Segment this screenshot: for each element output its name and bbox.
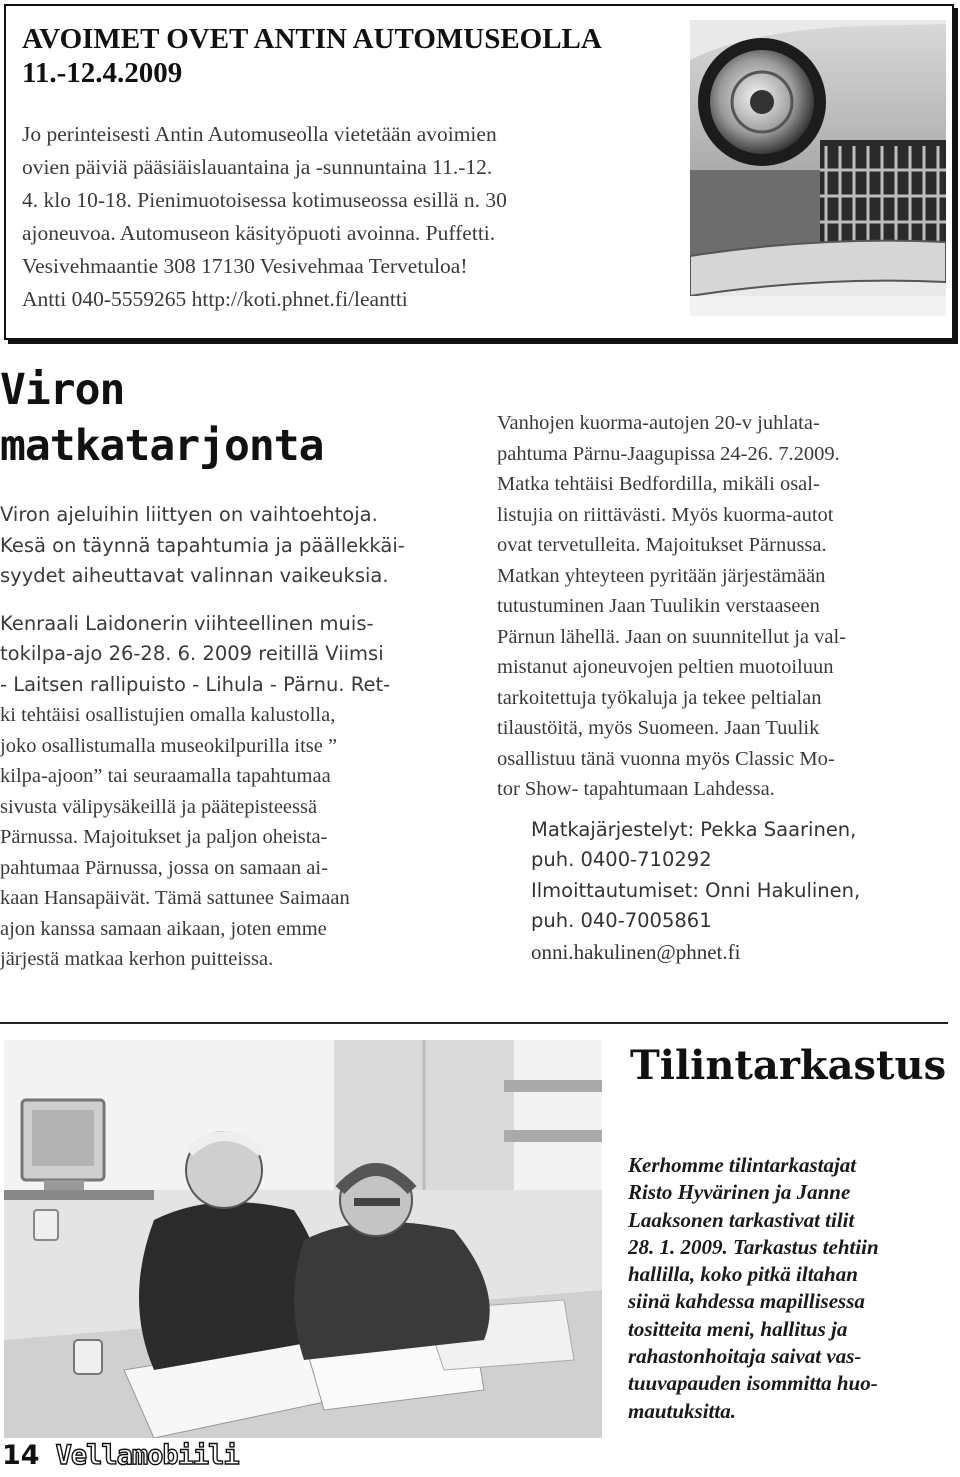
viron-rally-paragraph (0, 609, 470, 975)
contact-email: onni.hakulinen@phnet.fi (531, 939, 741, 964)
caption-line: tositteita meni, hallitus ja (628, 1316, 848, 1341)
text-line: kaan Hansapäivät. Tämä sattunee Saimaan (0, 887, 350, 909)
caption-line: Risto Hyvärinen ja Janne (628, 1180, 851, 1205)
text-line: tarkoitettuja työkaluja ja tekee peltialan (497, 686, 822, 709)
viron-left-column (0, 500, 470, 975)
text-line: pahtumaa Pärnussa, jossa on samaan ai- (0, 856, 328, 879)
page-footer (2, 1440, 239, 1471)
ad-line: Antti 040-5559265 http://koti.phnet.fi/leantti (22, 287, 408, 311)
ad-body (22, 118, 672, 316)
text-line: mistanut ajoneuvojen peltien muotoiluun (497, 656, 834, 678)
auditors-photo (4, 1040, 602, 1438)
text-line: Pärnun lähellä. Jaan on suunnitellut ja val- (497, 625, 846, 648)
text-line: - Laitsen rallipuisto - Lihula - Pärnu. Ret- (0, 672, 391, 696)
text-line: ovat tervetulleita. Majoitukset Pärnussa. (497, 534, 827, 556)
text-line: Vanhojen kuorma-autojen 20-v juhlata- (497, 412, 820, 434)
photo-caption (628, 1152, 948, 1425)
caption-line: 28. 1. 2009. Tarkastus tehtiin (628, 1234, 879, 1259)
text-line: pahtuma Pärnu-Jaagupissa 24-26. 7.2009. (497, 442, 840, 465)
viron-title-line: matkatarjonta (0, 421, 324, 471)
text-line: Viron ajeluihin liittyen on vaihtoehtoja. (0, 503, 378, 526)
viron-title-line: Viron (0, 365, 125, 415)
contact-line: puh. 040-7005861 (531, 909, 712, 932)
text-line: kilpa-ajoon” tai seuraamalla tapahtumaa (0, 765, 331, 787)
viron-right-column (497, 408, 959, 967)
text-line: tor Show- tapahtumaan Lahdessa. (497, 778, 775, 800)
caption-line: tuuvapauden isommitta huo- (628, 1371, 878, 1396)
caption-line: hallilla, koko pitkä iltahan (628, 1262, 858, 1287)
text-line: järjestä matkaa kerhon puitteissa. (0, 948, 274, 970)
text-line: Kenraali Laidonerin viihteellinen muis- (0, 611, 374, 635)
contact-line: Ilmoittautumiset: Onni Hakulinen, (531, 878, 861, 902)
ad-line: Vesivehmaantie 308 17130 Vesivehmaa Tervetuloa! (22, 254, 468, 278)
text-line: Matka tehtäisi Bedfordilla, mikäli osal- (497, 473, 820, 495)
text-line: tutustuminen Jaan Tuulikin verstaaseen (497, 595, 820, 617)
page-number: 14 (2, 1440, 40, 1471)
text-line: Kesä on täynnä tapahtumia ja päällekkäi- (0, 533, 405, 557)
viron-intro (0, 500, 470, 592)
caption-line: Kerhomme tilintarkastajat (628, 1153, 857, 1177)
car-photo (690, 20, 946, 316)
text-line: joko osallistumalla museokilpurilla itse ” (0, 734, 338, 757)
text-line: sivusta välipysäkeillä ja päätepisteessä (0, 795, 318, 818)
text-line: osallistuu tänä vuonna myös Classic Mo- (497, 747, 835, 770)
text-line: syydet aiheuttavat valinnan vaikeuksia. (0, 564, 389, 587)
ad-line: ovien päiviä pääsiäislauantaina ja -sunnuntaina 11.-12. (22, 155, 493, 179)
caption-line: siinä kahdessa mapillisessa (628, 1289, 865, 1314)
text-line: tilaustöitä, myös Suomeen. Jaan Tuulik (497, 717, 820, 739)
text-line: Pärnussa. Majoitukset ja paljon oheista- (0, 826, 328, 848)
magazine-name: Vellamobiili (55, 1440, 239, 1471)
caption-line: rahastonhoitaja saivat vas- (628, 1344, 862, 1369)
text-line: ki tehtäisi osallistujien omalla kalustolla, (0, 704, 336, 726)
ad-title-line: 11.-12.4.2009 (22, 57, 183, 89)
contact-line: puh. 0400-710292 (531, 848, 712, 871)
ad-title (22, 22, 682, 90)
viron-title (0, 362, 324, 474)
text-line: listujia on riittävästi. Myös kuorma-autot (497, 503, 834, 526)
caption-line: Laaksonen tarkastivat tilit (628, 1207, 855, 1232)
viron-truck-paragraph (497, 408, 959, 805)
ad-line: ajoneuvoa. Automuseon käsityöpuoti avoinna. Puffetti. (22, 221, 496, 245)
text-line: ajon kanssa samaan aikaan, joten emme (0, 917, 327, 940)
ad-line: Jo perinteisesti Antin Automuseolla vietetään avoimien (22, 122, 497, 146)
tilintarkastus-title: Tilintarkastus (630, 1042, 947, 1089)
contact-line: Matkajärjestelyt: Pekka Saarinen, (531, 817, 857, 841)
text-line: Matkan yhteyteen pyritään järjestämään (497, 564, 826, 587)
ad-line: 4. klo 10-18. Pienimuotoisessa kotimuseossa esillä n. 30 (22, 188, 507, 212)
text-line: tokilpa-ajo 26-28. 6. 2009 reitillä Viimsi (0, 642, 384, 665)
caption-line: mautuksitta. (628, 1398, 736, 1423)
ad-title-line: AVOIMET OVET ANTIN AUTOMUSEOLLA (22, 23, 602, 55)
section-divider (0, 1022, 948, 1024)
contact-info (531, 815, 959, 968)
